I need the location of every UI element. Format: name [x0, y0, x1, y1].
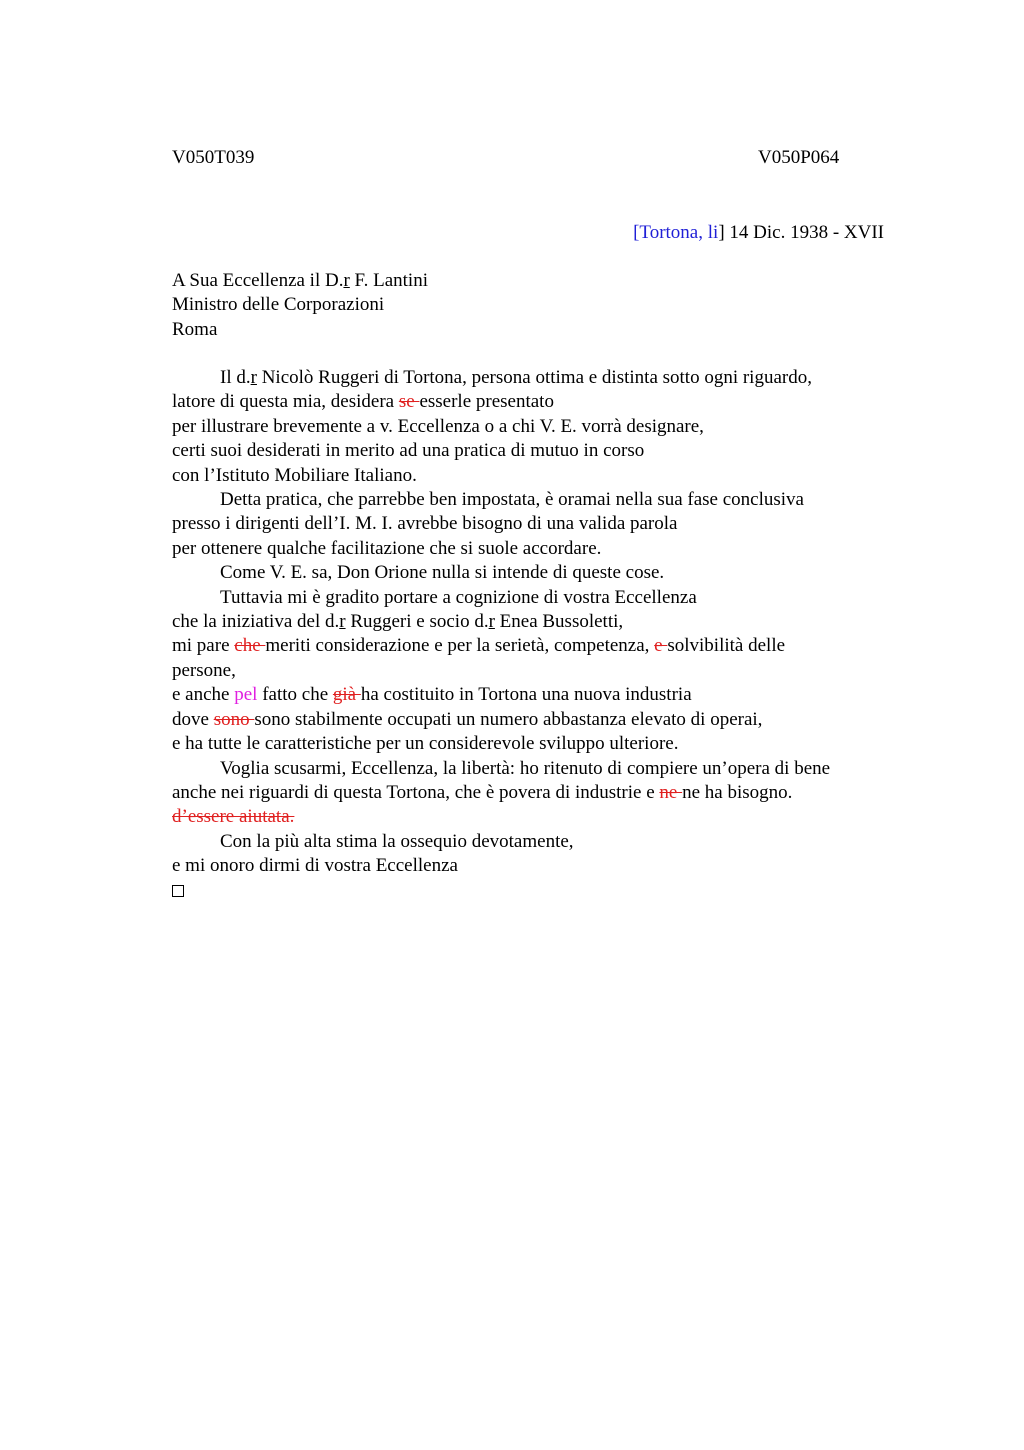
body-line-17: Voglia scusarmi, Eccellenza, la libertà: ho ritenuto di compiere un’opera di bene	[220, 757, 831, 779]
body-line-2	[172, 390, 892, 414]
body-line-10: Tuttavia mi è gradito portare a cognizione di vostra Eccellenza	[220, 586, 697, 608]
empty-box-icon	[172, 885, 184, 897]
body-line-7: presso i dirigenti dell’I. M. I. avrebbe bisogno di una valida parola	[172, 513, 678, 535]
signature-placeholder	[172, 879, 892, 904]
body-line-21: e mi onoro dirmi di vostra Eccellenza	[172, 855, 458, 877]
deleted-text: sono	[213, 708, 255, 730]
deleted-text: ne	[659, 781, 683, 803]
dateline-date: 14 Dic. 1938 - XVII	[724, 222, 884, 243]
body-line-15-b: sono stabilmente occupati un numero abbastanza elevato di operai,	[254, 708, 763, 730]
dateline-place: Tortona, li	[639, 222, 719, 243]
body-line-3: per illustrare brevemente a v. Eccellenza o a chi V. E. vorrà designare,	[172, 415, 704, 437]
deleted-text: d’essere aiutata.	[172, 806, 295, 828]
dateline-bracket-close: ]	[718, 222, 725, 243]
body-line-18-b: ne ha bisogno.	[682, 781, 793, 803]
inserted-text: pel	[234, 684, 258, 706]
recipient-line-2: Ministro delle Corporazioni	[172, 294, 385, 316]
body-line-12-a: mi pare	[172, 635, 235, 657]
body-line-11-a: che la iniziativa del d.	[172, 611, 340, 633]
body-line-2-a: latore di questa mia, desidera	[172, 391, 399, 413]
recipient-line-1	[172, 269, 428, 293]
body-line-13: persone,	[172, 659, 236, 681]
recipient-line-1-a: A Sua Eccellenza il D.	[172, 270, 344, 291]
dateline	[633, 221, 884, 245]
body-line-1-b: Nicolò Ruggeri di Tortona, persona ottima e distinta sotto ogni riguardo,	[256, 367, 812, 388]
letter-body	[172, 366, 892, 904]
body-line-5: con l’Istituto Mobiliare Italiano.	[172, 464, 417, 486]
body-line-4: certi suoi desiderati in merito ad una pratica di mutuo in corso	[172, 440, 645, 462]
body-line-15-a: dove	[172, 708, 214, 730]
body-line-12-b: meriti considerazione e per la serietà, competenza,	[265, 635, 655, 657]
deleted-text: e	[654, 635, 668, 657]
body-line-9: Come V. E. sa, Don Orione nulla si intende di queste cose.	[220, 562, 665, 584]
body-line-16: e ha tutte le caratteristiche per un considerevole sviluppo ulteriore.	[172, 733, 679, 755]
deleted-text: già	[332, 684, 361, 706]
body-line-11-c: Enea Bussoletti,	[494, 611, 624, 633]
deleted-text: se	[398, 391, 420, 413]
deleted-text: che	[234, 635, 266, 657]
document-code-right: V050P064	[758, 147, 840, 168]
body-line-6: Detta pratica, che parrebbe ben impostata, è oramai nella sua fase conclusiva	[220, 489, 804, 511]
body-line-18-a: anche nei riguardi di questa Tortona, che è povera di industrie e	[172, 781, 660, 803]
body-abbrev-r: r	[250, 367, 257, 388]
body-line-18	[172, 781, 892, 805]
recipient-line-3: Roma	[172, 318, 218, 340]
dateline-bracket-open: [	[633, 222, 640, 243]
body-line-15	[172, 708, 892, 732]
body-line-14-c: ha costituito in Tortona una nuova industria	[360, 684, 692, 706]
document-code-left: V050T039	[172, 147, 255, 168]
body-line-20: Con la più alta stima la ossequio devotamente,	[220, 830, 574, 852]
body-line-14	[172, 683, 892, 707]
body-line-1	[172, 366, 892, 390]
body-abbrev-r: r	[339, 611, 346, 633]
body-line-12	[172, 634, 892, 658]
body-line-19	[172, 805, 892, 829]
body-line-12-c: solvibilità delle	[667, 635, 786, 657]
body-line-2-b: esserle presentato	[419, 391, 554, 413]
body-line-11	[172, 610, 892, 634]
body-line-1-a: Il d.	[220, 367, 251, 388]
body-line-11-b: Ruggeri e socio d.	[345, 611, 489, 633]
body-abbrev-r: r	[488, 611, 495, 633]
recipient-abbrev-r: r	[343, 270, 350, 291]
body-line-14-a: e anche	[172, 684, 235, 706]
recipient-block	[172, 269, 428, 342]
body-line-8: per ottenere qualche facilitazione che si suole accordare.	[172, 537, 602, 559]
body-line-14-b: fatto che	[257, 684, 333, 706]
recipient-line-1-b: F. Lantini	[349, 270, 428, 291]
